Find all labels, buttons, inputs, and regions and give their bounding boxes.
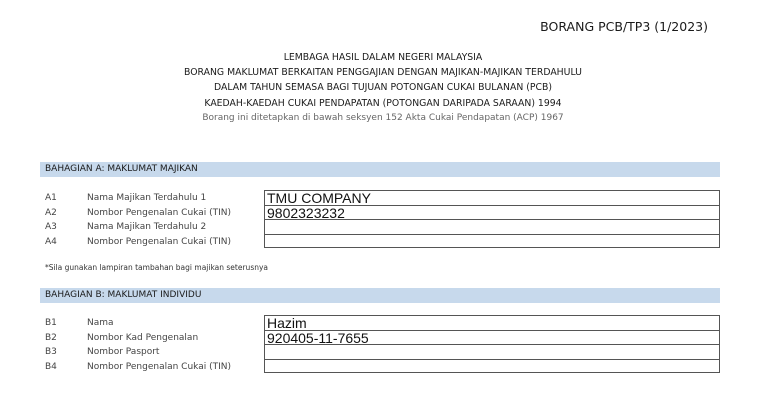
- header-purpose: DALAM TAHUN SEMASA BAGI TUJUAN POTONGAN CUKAI BULANAN (PCB): [214, 82, 552, 94]
- previous-employer-1-tin-field[interactable]: 9802323232: [264, 205, 720, 220]
- passport-number-field[interactable]: [264, 344, 720, 359]
- row-label: Nombor Pasport: [87, 347, 160, 357]
- previous-employer-2-tin-field[interactable]: [264, 234, 720, 249]
- header-subtitle: Borang ini ditetapkan di bawah seksyen 152 Akta Cukai Pendapatan (ACP) 1967: [202, 112, 564, 123]
- row-a1: [0, 190, 766, 205]
- row-a2: [0, 205, 766, 220]
- row-a4: [0, 234, 766, 249]
- row-label: Nama Majikan Terdahulu 1: [87, 193, 207, 203]
- row-b1: [0, 315, 766, 330]
- section-b-rows: [0, 315, 766, 373]
- row-label: Nombor Pengenalan Cukai (TIN): [87, 207, 232, 218]
- row-label: Nombor Kad Pengenalan: [87, 332, 199, 343]
- row-b2: [0, 330, 766, 345]
- row-a3: [0, 219, 766, 234]
- previous-employer-2-name-field[interactable]: [264, 219, 720, 234]
- row-code: A4: [45, 236, 57, 247]
- section-b-header: BAHAGIAN B: MAKLUMAT INDIVIDU: [40, 288, 720, 303]
- form-header: [0, 50, 766, 125]
- row-code: B4: [45, 361, 57, 372]
- additional-employer-note: *Sila gunakan lampiran tambahan bagi majikan seterusnya: [45, 263, 269, 272]
- row-code: A2: [45, 207, 57, 218]
- section-a-header: BAHAGIAN A: MAKLUMAT MAJIKAN: [40, 162, 720, 177]
- form-code: BORANG PCB/TP3 (1/2023): [540, 19, 708, 34]
- row-b4: [0, 359, 766, 374]
- row-label: Nombor Pengenalan Cukai (TIN): [87, 361, 232, 372]
- ic-number-field[interactable]: 920405-11-7655: [264, 330, 720, 345]
- row-code: A1: [45, 193, 57, 203]
- section-a-rows: [0, 190, 766, 248]
- row-code: A3: [45, 222, 57, 232]
- row-label: Nombor Pengenalan Cukai (TIN): [87, 236, 232, 247]
- header-agency: LEMBAGA HASIL DALAM NEGERI MALAYSIA: [283, 52, 483, 63]
- row-code: B1: [45, 318, 57, 328]
- individual-tin-field[interactable]: [264, 359, 720, 374]
- row-label: Nama Majikan Terdahulu 2: [87, 222, 207, 232]
- header-rules: KAEDAH-KAEDAH CUKAI PENDAPATAN (POTONGAN DARIPADA SARAAN) 1994: [204, 97, 562, 109]
- row-code: B3: [45, 347, 57, 357]
- name-field[interactable]: Hazim: [264, 315, 720, 330]
- previous-employer-1-name-field[interactable]: TMU COMPANY: [264, 190, 720, 205]
- row-b3: [0, 344, 766, 359]
- row-code: B2: [45, 332, 57, 343]
- row-label: Nama: [87, 318, 114, 328]
- header-form-title: BORANG MAKLUMAT BERKAITAN PENGGAJIAN DENGAN MAJIKAN-MAJIKAN TERDAHULU: [184, 67, 582, 79]
